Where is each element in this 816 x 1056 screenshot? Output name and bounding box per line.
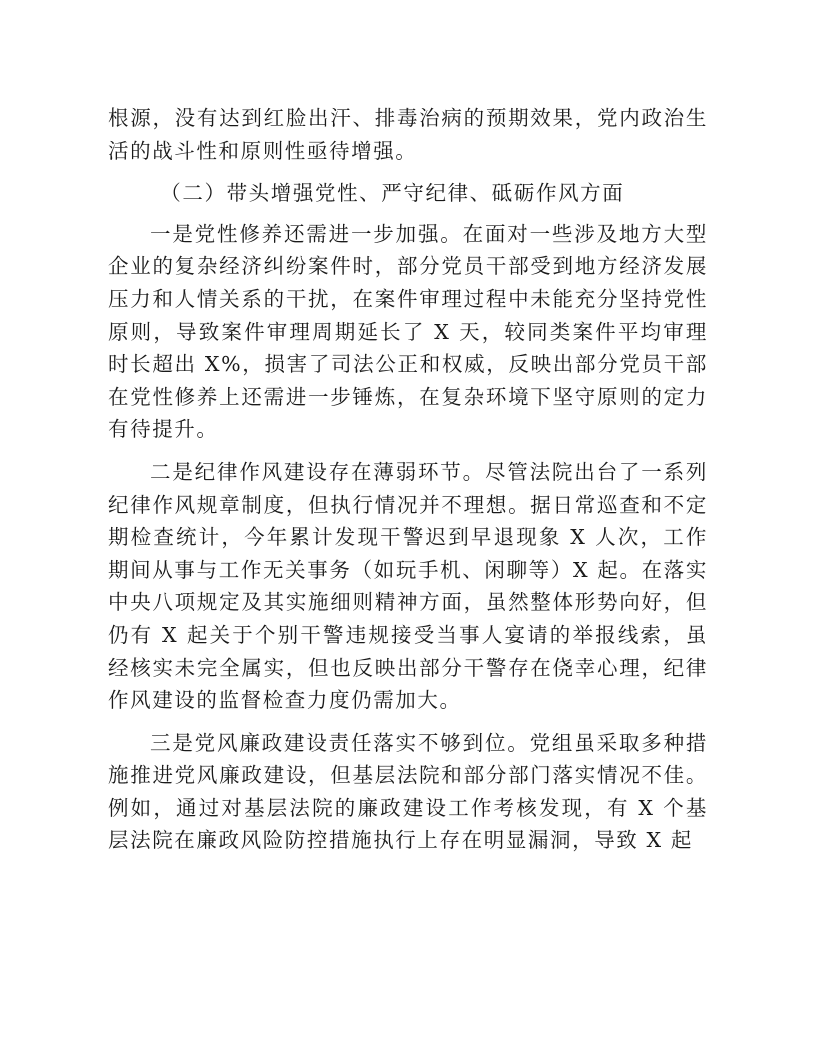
document-body — [108, 96, 708, 867]
paragraph-continuation: 根源，没有达到红脸出汗、排毒治病的预期效果，党内政治生活的战斗性和原则性亟待增强。 — [108, 106, 708, 163]
paragraph-discipline: 二是纪律作风建设存在薄弱环节。尽管法院出台了一系列纪律作风规章制度，但执行情况并不理想。据日常巡查和不定期检查统计，今年累计发现干警迟到早退现象 X 人次，工作期间从事与工作无关事务（如玩手机、闲聊等）X 起。在落实中央八项规定及其实施细则精神方面，虽然整体形势向好，但仍有 X 起关于个别干警违规接受当事人宴请的举报线索，虽经核实未完全属实，但也反映出部分干警存在侥幸心理，纪律作风建设的监督检查力度仍需加大。 — [108, 459, 708, 713]
paragraph-integrity: 三是党风廉政建设责任落实不够到位。党组虽采取多种措施推进党风廉政建设，但基层法院和部分部门落实情况不佳。例如，通过对基层法院的廉政建设工作考核发现，有 X 个基层法院在廉政风险防控措施执行上存在明显漏洞，导致 X 起 — [108, 730, 708, 853]
paragraph-party-spirit: 一是党性修养还需进一步加强。在面对一些涉及地方大型企业的复杂经济纠纷案件时，部分党员干部受到地方经济发展压力和人情关系的干扰，在案件审理过程中未能充分坚持党性原则，导致案件审理周期延长了 X 天，较同类案件平均审理时长超出 X%，损害了司法公正和权威，反映出部分党员干部在党性修养上还需进一步锤炼，在复杂环境下坚守原则的定力有待提升。 — [108, 221, 708, 442]
section-heading: （二）带头增强党性、严守纪律、砥砺作风方面 — [160, 181, 625, 206]
